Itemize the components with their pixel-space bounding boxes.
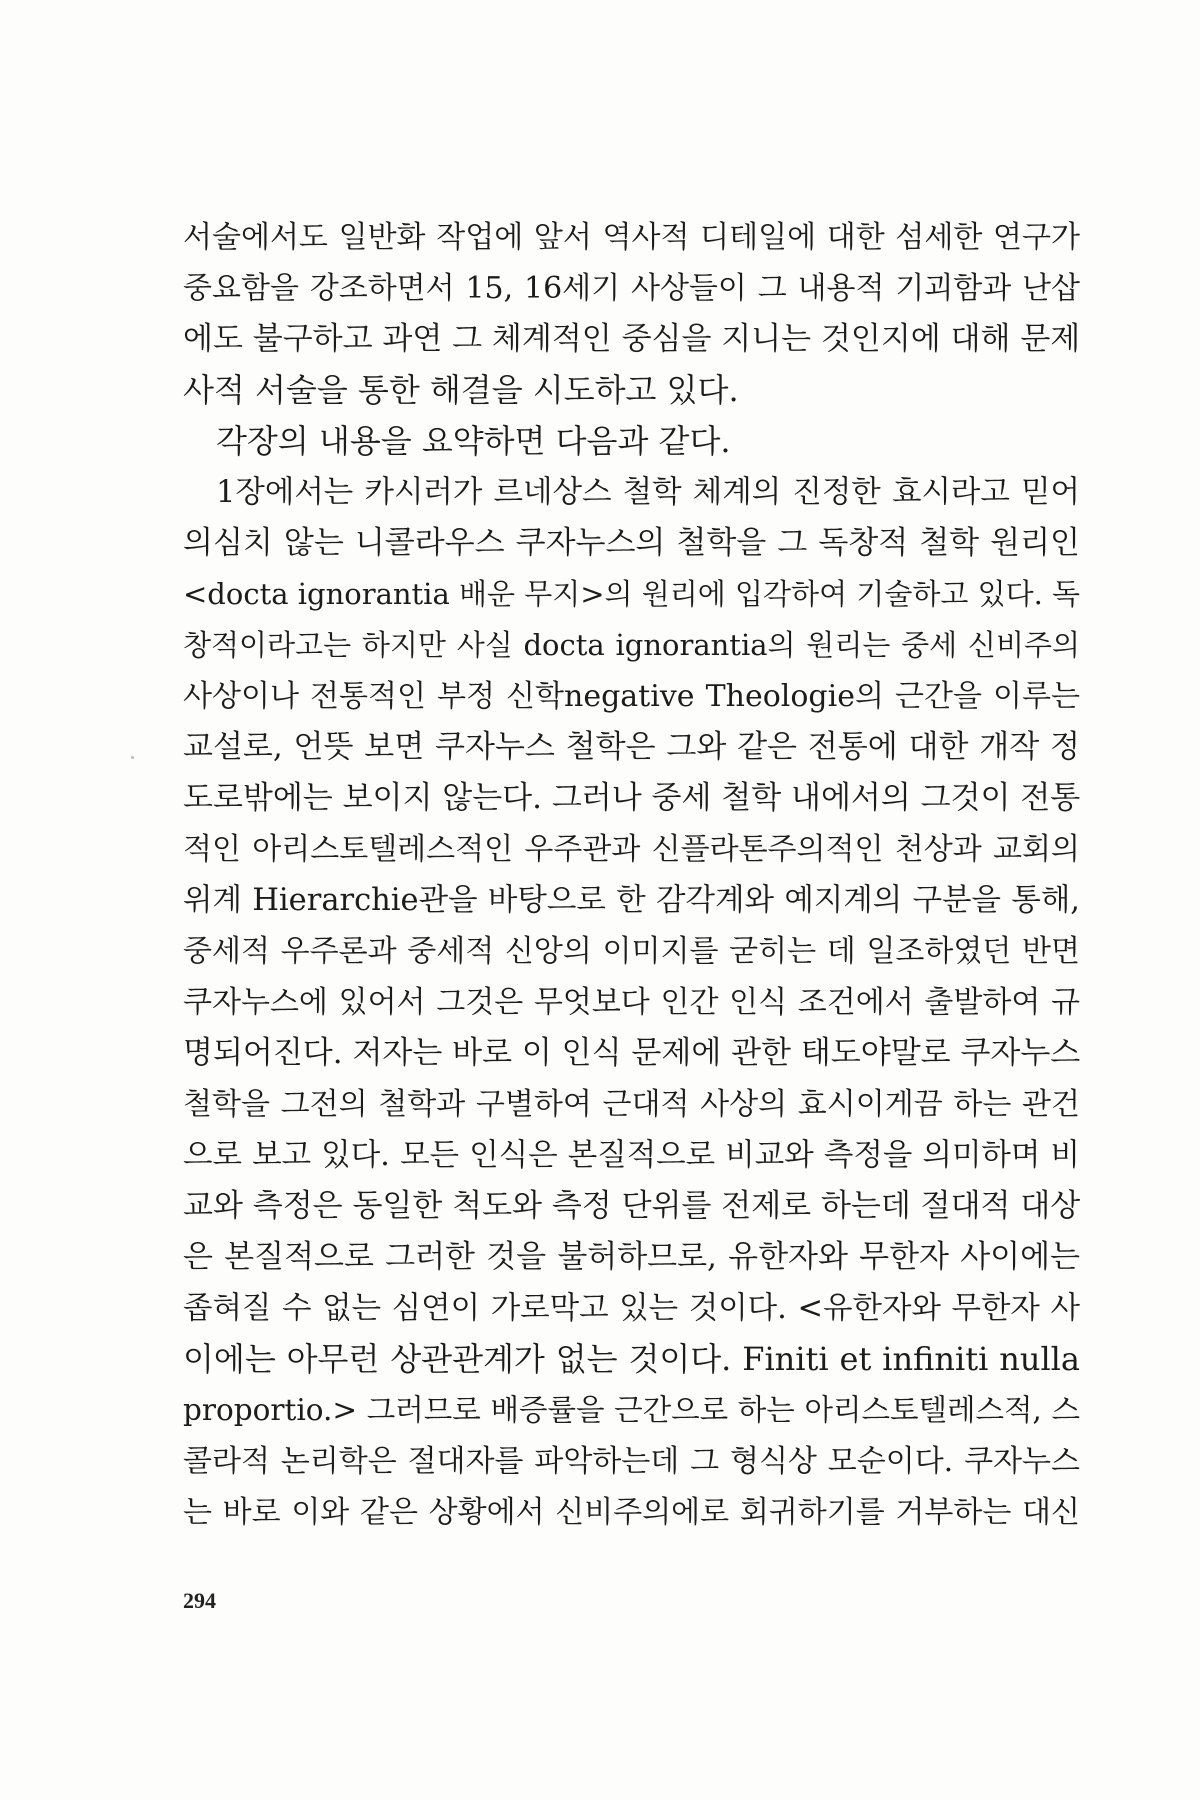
text-line: 위계 Hierarchie관을 바탕으로 한 감각계와 예지계의 구분을 통해, (183, 883, 1080, 918)
text-line: proportio.> 그러므로 배증률을 근간으로 하는 아리스토텔레스적, 스 (183, 1393, 1080, 1427)
text-line: 서술에서도 일반화 작업에 앞서 역사적 디테일에 대한 섬세한 연구가 (183, 220, 1080, 255)
page-number: 294 (183, 1588, 216, 1613)
text-line: 콜라적 논리학은 절대자를 파악하는데 그 형식상 모순이다. 쿠자누스 (183, 1444, 1080, 1479)
text-line: 교와 측정은 동일한 척도와 측정 단위를 전제로 하는데 절대적 대상 (183, 1188, 1081, 1224)
text-line: 도로밖에는 보이지 않는다. 그러나 중세 철학 내에서의 그것이 전통 (183, 780, 1081, 816)
text-line: 는 바로 이와 같은 상황에서 신비주의에로 회귀하기를 거부하는 대신 (183, 1495, 1080, 1530)
text-line: 창적이라고는 하지만 사실 docta ignorantia의 원리는 중세 신비주의 (183, 628, 1080, 662)
body-text (183, 212, 1080, 1538)
text-line: 좁혀질 수 없는 심연이 가로막고 있는 것이다. <유한자와 무한자 사 (183, 1291, 1080, 1326)
text-line: 에도 불구하고 과연 그 체계적인 중심을 지니는 것인지에 대해 문제 (183, 321, 1081, 357)
text-line: 의심치 않는 니콜라우스 쿠자누스의 철학을 그 독창적 철학 원리인 (183, 525, 1080, 561)
text-line: 적인 아리스토텔레스적인 우주관과 신플라톤주의적인 천상과 교회의 (183, 832, 1080, 867)
margin-speck (131, 756, 134, 759)
text-line: 1장에서는 카시러가 르네상스 철학 체계의 진정한 효시라고 믿어 (216, 475, 1080, 510)
text-line: 사적 서술을 통한 해결을 시도하고 있다. (183, 371, 739, 409)
text-line: 쿠자누스에 있어서 그것은 무엇보다 인간 인식 조건에서 출발하여 규 (183, 985, 1080, 1020)
text-line: 교설로, 언뜻 보면 쿠자누스 철학은 그와 같은 전통에 대한 개작 정 (183, 729, 1080, 765)
text-line: 사상이나 전통적인 부정 신학negative Theologie의 근간을 이루는 (183, 679, 1080, 714)
text-line: 이에는 아무런 상관관계가 없는 것이다. Finiti et infiniti nulla (183, 1340, 1080, 1378)
text-line: 명되어진다. 저자는 바로 이 인식 문제에 관한 태도야말로 쿠자누스 (183, 1035, 1081, 1071)
text-line: 중세적 우주론과 중세적 신앙의 이미지를 굳히는 데 일조하였던 반면 (183, 934, 1080, 969)
text-line: 은 본질적으로 그러한 것을 불허하므로, 유한자와 무한자 사이에는 (183, 1239, 1080, 1275)
text-line: 으로 보고 있다. 모든 인식은 본질적으로 비교와 측정을 의미하며 비 (183, 1138, 1080, 1173)
text-line: 각장의 내용을 요약하면 다음과 같다. (216, 422, 731, 460)
text-line: 철학을 그전의 철학과 구별하여 근대적 사상의 효시이게끔 하는 관건 (183, 1087, 1080, 1122)
text-line: <docta ignorantia 배운 무지>의 원리에 입각하여 기술하고 있다. 독 (183, 577, 1081, 611)
text-line: 중요함을 강조하면서 15, 16세기 사상들이 그 내용적 기괴함과 난삽 (183, 271, 1080, 306)
